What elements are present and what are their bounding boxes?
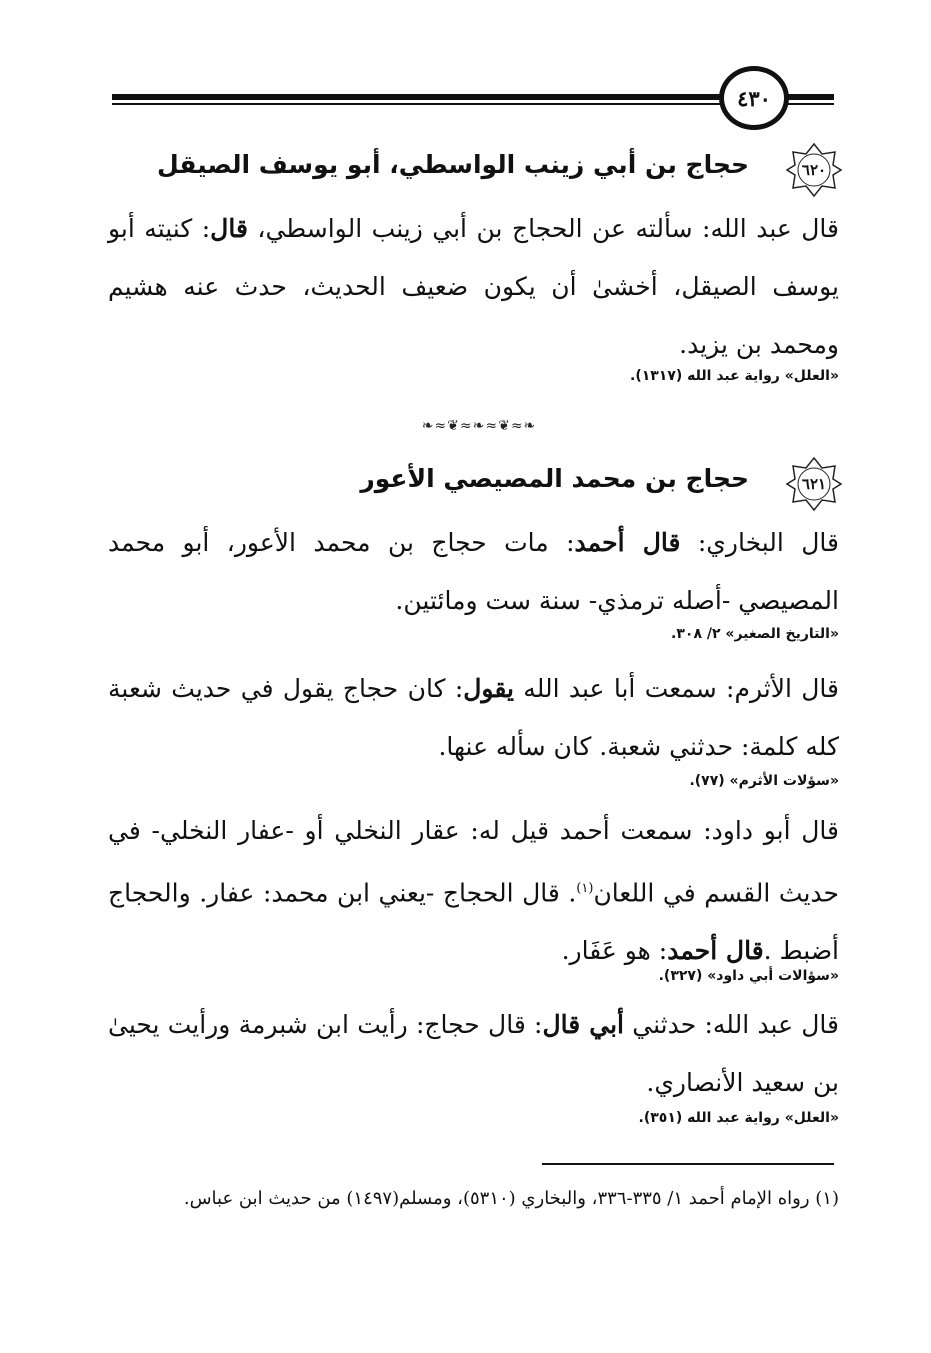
entry-paragraph [108, 996, 839, 1112]
paragraph-text: قال البخاري: [680, 528, 839, 557]
footnote: (١) رواه الإمام أحمد ١/ ٣٣٥-٣٣٦، والبخاري (٥٣١٠)، ومسلم(١٤٩٧) من حديث ابن عباس. [183, 1188, 839, 1209]
section-ornament: ❧≈❦≈❧≈❦≈❧ [421, 418, 537, 434]
source-citation: «العلل» رواية عبد الله (١٣١٧). [630, 368, 839, 384]
entry-number: ٦٢١ [801, 475, 827, 493]
paragraph-bold-text: أبي قال [542, 1010, 624, 1039]
footnote-separator [542, 1163, 834, 1165]
source-citation: «التاريخ الصغير» ٢/ ٣٠٨. [671, 626, 839, 642]
entry-heading [120, 456, 843, 512]
paragraph-text: . قال الحجاج -يعني ابن محمد: عفار. والحجاج أضبط . [108, 878, 839, 966]
footnote-marker[interactable]: (١) [576, 881, 594, 896]
paragraph-bold-text: قال أحمد [574, 528, 681, 557]
paragraph-text: : مات حجاج بن محمد الأعور، أبو محمد المصيصي -أصله ترمذي- سنة ست ومائتين. [108, 528, 839, 615]
paragraph-bold-text: يقول [463, 674, 514, 703]
source-citation: «سؤلات الأثرم» (٧٧). [689, 773, 839, 789]
entry-paragraph [108, 802, 839, 980]
paragraph-text: : هو عَفَار. [561, 936, 668, 966]
paragraph-text: قال الأثرم: سمعت أبا عبد الله [513, 674, 839, 703]
paragraph-text: قال عبد الله: سألته عن الحجاج بن أبي زينب الواسطي، [247, 214, 839, 243]
entry-paragraph [108, 660, 839, 776]
entry-paragraph [108, 200, 839, 374]
entry-heading [120, 142, 843, 198]
page-number: ٤٣٠ [719, 66, 789, 130]
entry-title: حجاج بن أبي زينب الواسطي، أبو يوسف الصيقل [156, 150, 749, 179]
paragraph-text: قال أبو داود: سمعت أحمد قيل له: عقار النخلي أو -عفار النخلي- في حديث القسم في اللعان [108, 816, 839, 908]
paragraph-bold-text: قال [210, 214, 248, 243]
paragraph-text: : كنيته أبو يوسف الصيقل، أخشىٰ أن يكون ضعيف الحديث، حدث عنه هشيم ومحمد بن يزيد. [108, 214, 839, 359]
entry-title: حجاج بن محمد المصيصي الأعور [360, 464, 749, 493]
entry-number-badge [785, 456, 843, 512]
entry-number-badge [785, 142, 843, 198]
paragraph-text: قال عبد الله: حدثني [624, 1010, 840, 1039]
entry-paragraph [108, 514, 839, 630]
paragraph-bold-text: قال أحمد [667, 936, 764, 966]
paragraph-text: : كان حجاج يقول في حديث شعبة كله كلمة: حدثني شعبة. كان سأله عنها. [108, 674, 839, 761]
paragraph-text: : قال حجاج: رأيت ابن شبرمة ورأيت يحيىٰ بن سعيد الأنصاري. [108, 1010, 839, 1097]
entry-number: ٦٢٠ [801, 161, 827, 179]
source-citation: «سؤالات أبي داود» (٣٢٧). [658, 968, 839, 984]
source-citation: «العلل» رواية عبد الله (٣٥١). [638, 1110, 839, 1126]
